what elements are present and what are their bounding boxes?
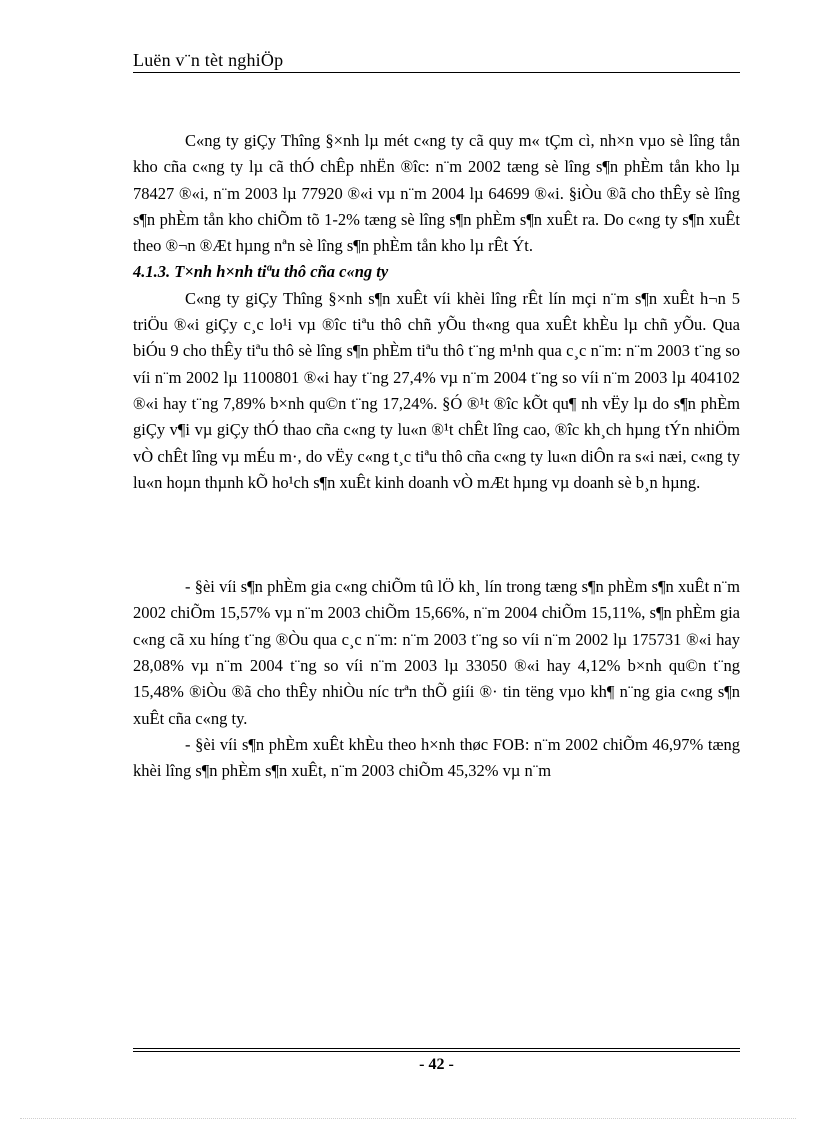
paragraph-consumption: C«ng ty giÇy Thîng §×nh s¶n xuÊt víi khèi lîng rÊt lín mçi n¨m s¶n xuÊt h¬n 5 triÖu ®«i giÇy c¸c lo¹i vµ ®îc tiªu thô chñ yÕu th«ng qua xuÊt khÈu lµ chñ yÕu. Qua biÓu 9 cho thÊy tiªu thô sè lîng s¶n phÈm tiªu thô t¨ng m¹nh qua c¸c n¨m: n¨m 2003 t¨ng so víi n¨m 2002 lµ 1100801 ®«i hay t¨ng 27,4% vµ n¨m 2004 t¨ng so víi n¨m 2003 lµ 404102 ®«i hay t¨ng 7,89% b×nh qu©n t¨ng 17,24%. §Ó ®¹t ®îc kÕt qu¶ nh vËy lµ do s¶n phÈm giÇy v¶i vµ giÇy thÓ thao cña c«ng ty lu«n ®¹t chÊt lîng cao, ®îc kh¸ch hµng tÝn nhiÖm vÒ chÊt lîng vµ mÉu m·, do vËy c«ng t¸c tiªu thô cña c«ng ty lu«n diÔn ra s«i næi, c«ng ty lu«n hoµn thµnh kÕ ho¹ch s¶n xuÊt kinh doanh vÒ mÆt hµng vµ doanh sè b¸n hµng. <box>133 288 740 492</box>
footer-rule-bottom <box>133 1051 740 1052</box>
header-rule <box>133 72 740 73</box>
paragraph-inventory: C«ng ty giÇy Thîng §×nh lµ mét c«ng ty cã quy m« tÇm cì, nh×n vµo sè lîng tån kho cña c«ng ty lµ cã thÓ chÊp nhËn ®îc: n¨m 2002 tæng sè lîng s¶n phÈm tån kho lµ 78427 ®«i, n¨m 2003 lµ 77920 ®«i vµ n¨m 2004 lµ 64699 ®«i. §iÒu ®ã cho thÊy sè lîng s¶n phÈm tån kho chiÕm tõ 1-2% tæng sè lîng s¶n phÈm s¶n xuÊt ra. Do c«ng ty s¶n xuÊt theo ®¬n ®Æt hµng nªn sè lîng s¶n phÈm tån kho lµ rÊt Ýt. <box>133 131 740 256</box>
running-header-title: Luën v¨n tèt nghiÖp <box>133 50 284 70</box>
paragraph-processing-products: - §èi víi s¶n phÈm gia c«ng chiÕm tû lÖ kh¸ lín trong tæng s¶n phÈm s¶n xuÊt n¨m 2002 chiÕm 15,57% vµ n¨m 2003 chiÕm 15,66%, n¨m 2004 chiÕm 15,11%, s¶n phÈm gia c«ng cã xu híng t¨ng ®Òu qua c¸c n¨m: n¨m 2003 t¨ng so víi n¨m 2002 lµ 175731 ®«i hay 28,08% vµ n¨m 2004 t¨ng so víi n¨m 2003 lµ 33050 ®«i hay 4,12% b×nh qu©n t¨ng 15,48% ®iÒu ®ã cho thÊy nhiÒu níc trªn thÕ giíi ®· tin tëng vµo kh¶ n¨ng gia c«ng s¶n xuÊt cña c«ng ty. <box>133 577 740 728</box>
section-heading: 4.1.3. T×nh h×nh tiªu thô cña c«ng ty <box>133 262 389 282</box>
page-number: - 42 - <box>419 1056 454 1073</box>
paragraph-fob-exports: - §èi víi s¶n phÈm xuÊt khÈu theo h×nh thøc FOB: n¨m 2002 chiÕm 46,97% tæng khèi lîng s¶n phÈm s¶n xuÊt, n¨m 2003 chiÕm 45,32% vµ n¨m <box>133 734 740 781</box>
page-edge-dotted-line <box>20 1118 796 1119</box>
blank-space <box>133 496 740 574</box>
footer-rule-top <box>133 1048 740 1049</box>
document-body <box>133 128 740 785</box>
